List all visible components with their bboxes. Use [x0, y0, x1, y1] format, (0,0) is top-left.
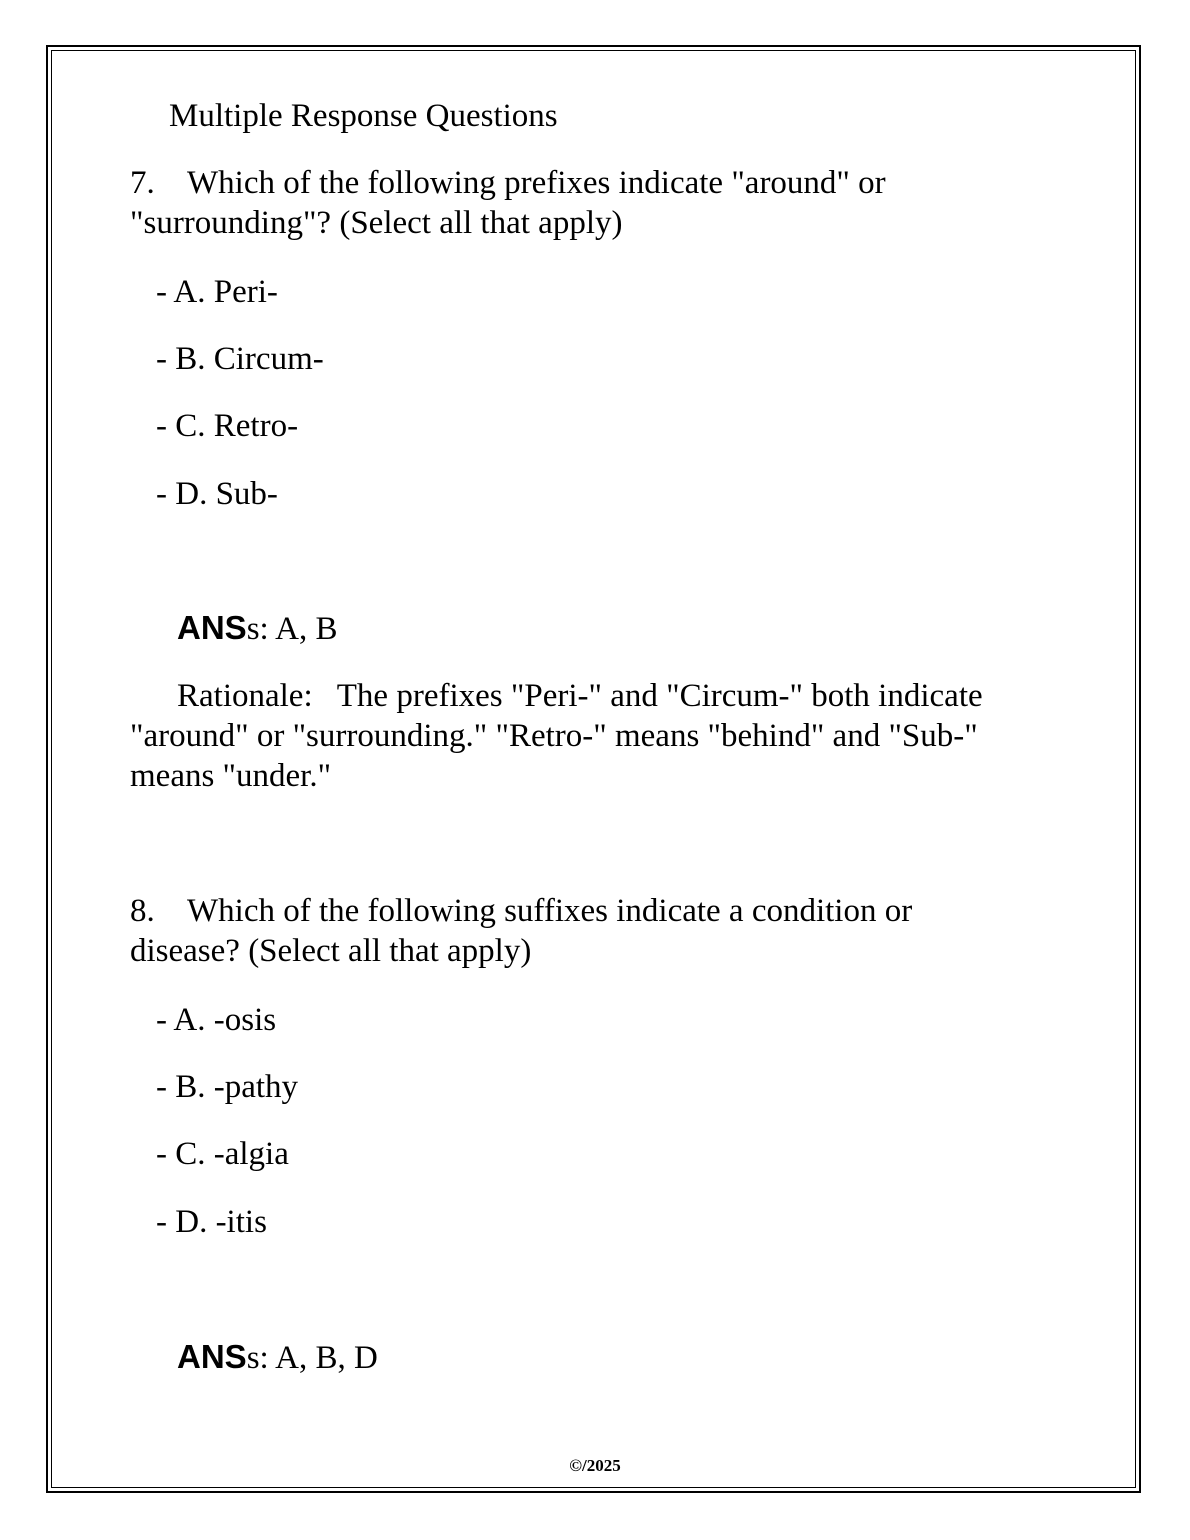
option-b: - B. Circum-: [156, 341, 324, 377]
option-c: - C. Retro-: [156, 408, 299, 444]
answer-value: s: A, B: [246, 611, 338, 647]
answer-line: [177, 1337, 378, 1378]
option-d: - D. -itis: [156, 1204, 267, 1240]
answer-label: ANS: [177, 1338, 247, 1375]
question-number: 8.: [130, 893, 155, 929]
question-prompt-line: Which of the following prefixes indicate "around" or: [187, 165, 886, 201]
copyright-footer: ©/2025: [569, 1456, 621, 1475]
question-prompt-line: disease? (Select all that apply): [130, 933, 532, 969]
question-prompt-line: Which of the following suffixes indicate a condition or: [187, 893, 913, 929]
section-title: Multiple Response Questions: [169, 98, 558, 134]
answer-value: s: A, B, D: [246, 1340, 378, 1376]
question-prompt-line: "surrounding"? (Select all that apply): [130, 205, 623, 241]
answer-line: [177, 608, 337, 649]
option-a: - A. Peri-: [156, 274, 278, 310]
question-number: 7.: [130, 165, 155, 201]
option-b: - B. -pathy: [156, 1069, 299, 1105]
rationale-line: "around" or "surrounding." "Retro-" means "behind" and "Sub-": [130, 718, 978, 754]
rationale-line: means "under.": [130, 758, 332, 794]
option-d: - D. Sub-: [156, 476, 278, 512]
rationale-line: Rationale: The prefixes "Peri-" and "Circum-" both indicate: [177, 678, 983, 714]
answer-label: ANS: [177, 609, 247, 646]
option-c: - C. -algia: [156, 1136, 289, 1172]
option-a: - A. -osis: [156, 1002, 277, 1038]
